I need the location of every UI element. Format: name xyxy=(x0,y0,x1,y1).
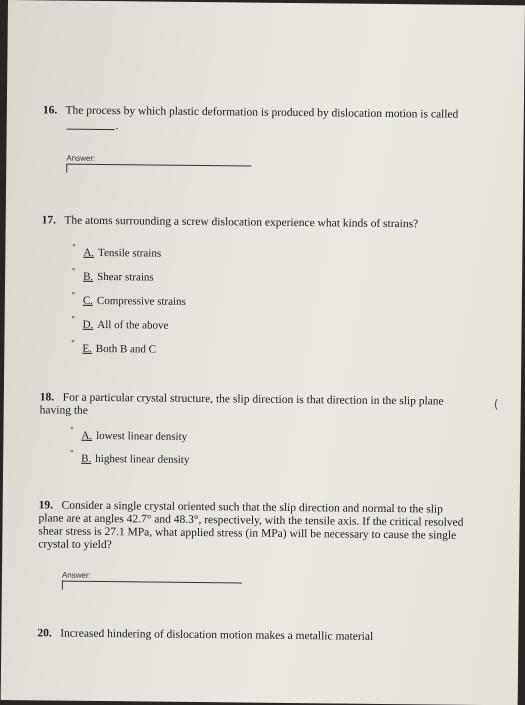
option-letter: E. xyxy=(82,342,92,355)
radio-button-icon[interactable]: ∘ xyxy=(69,423,75,433)
question-number: 20. xyxy=(37,627,52,640)
fill-in-blank xyxy=(67,129,115,131)
question-number: 17. xyxy=(41,214,57,227)
question-19 xyxy=(38,499,469,556)
option-label: highest linear density xyxy=(95,452,190,466)
answer-label: Answer: xyxy=(66,153,96,163)
radio-button-icon[interactable]: ∘ xyxy=(69,446,75,456)
question-20 xyxy=(37,627,477,645)
radio-button-icon[interactable]: ∘ xyxy=(70,336,76,346)
question-18 xyxy=(40,391,470,422)
option-label: Shear strains xyxy=(97,270,154,284)
answer-input-line[interactable] xyxy=(66,164,251,175)
option-letter: B. xyxy=(83,270,94,283)
option-label: Compressive strains xyxy=(96,294,186,308)
option-letter: A. xyxy=(83,246,95,259)
option-label: All of the above xyxy=(97,318,169,332)
question-text: For a particular crystal structure, the slip direction is that direction in the slip plane having the xyxy=(39,391,444,417)
question-text: Consider a single crystal oriented such that the slip direction and normal to the slip plane are at angles 42.7° and 48.3°, respectively, with the tensile axis. If the critical resolved shear stress is 27.1 MPa, what applied stress (in MPa) will be necessary to cause the single crystal to yield? xyxy=(38,499,464,552)
radio-button-icon[interactable]: ∘ xyxy=(70,288,76,298)
option-letter: B. xyxy=(81,452,92,465)
option-label: Tensile strains xyxy=(97,246,162,260)
edge-parenthesis: ( xyxy=(493,397,499,412)
option-letter: D. xyxy=(82,318,94,331)
question-number: 16. xyxy=(42,104,58,117)
radio-button-icon[interactable]: ∘ xyxy=(70,312,76,322)
answer-field-16[interactable] xyxy=(66,154,251,175)
exam-page xyxy=(1,0,525,705)
answer-label: Answer: xyxy=(61,570,91,580)
question-text: Increased hindering of dislocation motion makes a metallic material xyxy=(60,627,374,643)
answer-field-19[interactable] xyxy=(62,571,242,592)
radio-button-icon[interactable]: ∘ xyxy=(71,240,77,250)
option-label: Both B and C xyxy=(95,342,157,356)
answer-input-line[interactable] xyxy=(62,581,242,592)
question-16 xyxy=(43,104,483,122)
blank-period: . xyxy=(115,120,119,133)
radio-button-icon[interactable]: ∘ xyxy=(71,264,77,274)
option-letter: C. xyxy=(82,294,94,307)
question-text: The atoms surrounding a screw dislocation experience what kinds of strains? xyxy=(64,214,419,231)
question-number: 19. xyxy=(38,499,54,512)
question-number: 18. xyxy=(39,391,55,404)
question-17 xyxy=(42,214,482,232)
question-text: The process by which plastic deformation is produced by dislocation motion is called xyxy=(65,104,459,121)
option-letter: A. xyxy=(81,429,93,442)
option-label: lowest linear density xyxy=(96,429,188,443)
